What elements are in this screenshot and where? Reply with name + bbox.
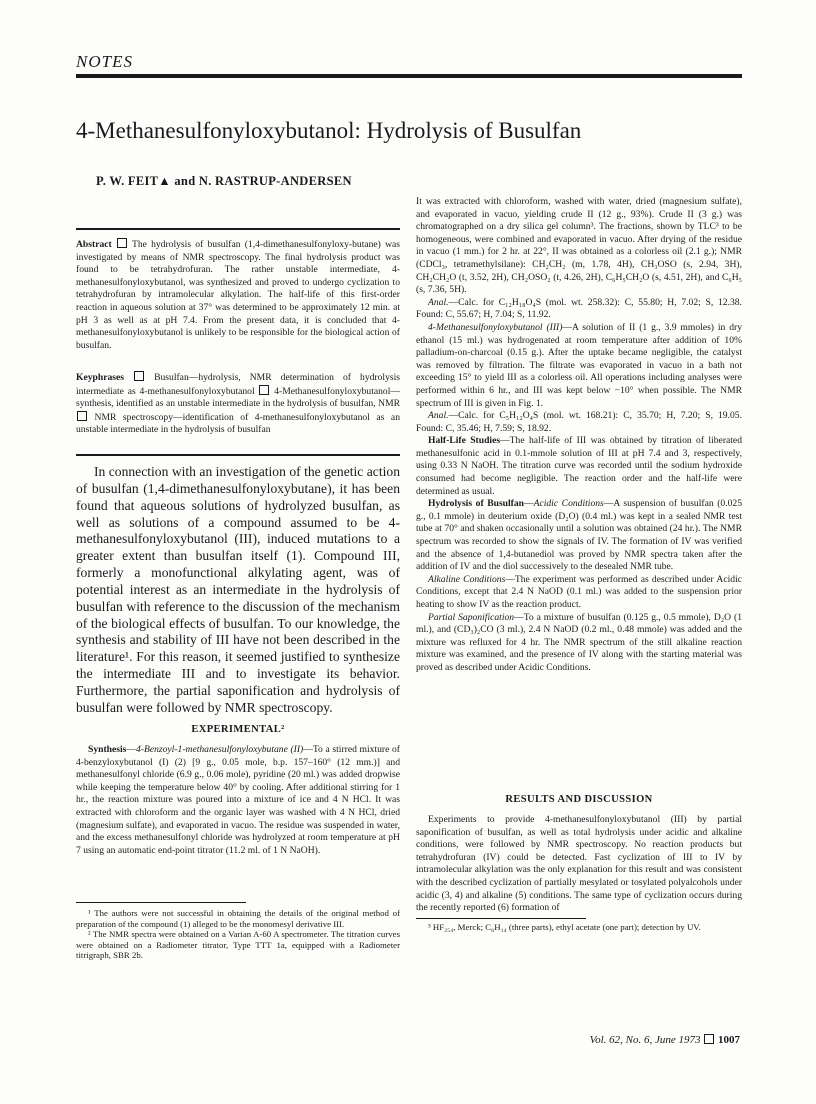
synthesis-text: —To a stirred mixture of 4-benzyloxybutanol (I) (2) [9 g., 0.05 mole, b.p. 157–160° (12 mm.)] and methanesulfonyl chloride (6.9 g., 0.06 mole), pyridine (20 ml.) was added dropwise while keeping the temperature below 40° by cooling. After additional stirring for 1 hr., the reaction mixture was poured into a mixture of ice and 4 N HCl. It was extracted with chloroform and the organic layer was washed with 4 N HCl, dried (magnesium sulfate), and evaporated in vacuo. The residue was suspended in water, and the excess methanesulfonyl chloride was hydrolyzed at room temperature at pH 7 using an automatic end-point titrator (11.2 ml. of 1 N NaOH). [76, 744, 401, 856]
right-p1: It was extracted with chloroform, washed with water, dried (magnesium sulfate), and evaporated in vacuo, yielding crude II (12 g., 93%). Crude II (3 g.) was chromatographed on a dry silica gel column³. The fractions, shown by TLC³ to be homogeneous, were combined and evaporated in vacuo. After drying of the residue in vacuo (1 mm.) for 2 hr. at 22°, II was obtained as a colorless oil (2.1 g.); NMR (CDCl₃, tetramethylsilane): CH₂CH₂ (m, 1.78, 4H), CH₃OSO (s, 2.94, 3H), CH₂CH₂O (t, 3.52, 2H), CH₂OSO₂ (t, 4.26, 2H), C₆H₅CH₂O (s, 4.51, 2H), and C₆H₅ (s, 7.36, 5H). [416, 196, 742, 296]
box-icon [77, 411, 87, 421]
hydrolysis-text: —A suspension of busulfan (0.025 g., 0.1 mmole) in deuterium oxide (D₂O) (0.4 ml.) was kept in a sealed NMR test tube at 70° and shaken occasionally until a solution was obtained (24 hr.). The NMR spectrum was recorded to show the signals of IV. The formation of IV was verified and the absence of 1,4-butanediol was proved by NMR spectra taken after the addition of IV and the diol successively to the desealed NMR tube. [416, 498, 742, 573]
journal-reference [590, 1034, 740, 1046]
synthesis-title: 4-Benzoyl-1-methanesulfonyloxybutane (II) [135, 744, 304, 755]
hydrolysis-label: Hydrolysis of Busulfan [428, 498, 524, 510]
anal-label: Anal. [428, 410, 449, 422]
footnote: ¹ The authors were not successful in obtaining the details of the original method of preparation of the compound (1) alleged to be the monomesyl derivative III. [76, 908, 400, 929]
partial-label: Partial Saponification [428, 611, 515, 623]
section-label: NOTES [76, 52, 133, 71]
header-rule [76, 74, 742, 78]
box-icon [134, 371, 144, 381]
anal-text: —Calc. for C₁₂H₁₈O₄S (mol. wt. 258.32): C, 55.80; H, 7.02; S, 12.38. Found: C, 55.67; H, 7.04; S, 11.92. [416, 296, 742, 321]
footnote-right [416, 922, 742, 933]
footnote-rule [76, 902, 246, 903]
anal-text: —Calc. for C₅H₁₂O₄S (mol. wt. 168.21): C, 35.70; H, 7.20; S, 19.05. Found: C, 35.46; H, 7.59; S, 18.92. [416, 410, 742, 434]
abstract-top-rule [76, 228, 400, 230]
article-title: 4-Methanesulfonyloxybutanol: Hydrolysis of Busulfan [76, 118, 582, 143]
alkaline-label: Alkaline Conditions [428, 573, 506, 585]
partial-text: —To a mixture of busulfan (0.125 g., 0.5 mmole), D₂O (1 ml.), and (CD₃)₂CO (3 ml.), 2.4 N NaOD (0.2 ml., 0.48 mmole) was added and the mixture was refluxed for 4 hr. The NMR spectrum of the still alkaline reaction mixture was examined, and the presence of IV along with the starting material was proved as described under Acidic Conditions. [416, 611, 742, 673]
compound-title: 4-Methanesulfonyloxybutanol (III) [428, 321, 563, 333]
intro-text: In connection with an investigation of the genetic action of busulfan (1,4-dimethanesulfonyloxybutane), it has been found that aqueous solutions of hydrolyzed busulfan, as well as solutions of a compound assumed to be 4-methanesulfonyloxybutanol (III), induced mutations to a greater extent than busulfan itself (1). Compound III, formerly a monofunctional alkylating agent, was of potential interest as an intermediate in the hydrolysis of busulfan with reference to the discussion of the mechanism of the biological effects of busulfan. To our knowledge, the synthesis and stability of III have not been described in the literature¹. For this reason, it seemed justified to synthesize the intermediate III and to investigate its behavior. Furthermore, the partial saponification and hydrolysis of busulfan were followed by NMR spectroscopy. [76, 464, 400, 715]
footnote: ³ HF₂₅₄, Merck; C₆H₁₄ (three parts), ethyl acetate (one part); detection by UV. [428, 922, 701, 932]
footnotes-left [76, 908, 400, 961]
compound-text: —A solution of II (1 g., 3.9 mmoles) in dry ethanol (15 ml.) was hydrogenated at room temperature after addition of 10% palladium-on-charcoal (0.15 g.). After the uptake became negligible, the catalyst was removed by filtration. The filtrate was evaporated in vacuo in a bath not exceeding 15° to yield III as a colorless oil. All operations including analyses were performed within 6 hr., and III was kept below −10° when possible. The NMR spectrum of III is given in Fig. 1. [416, 321, 743, 409]
half-life-label: Half-Life Studies [428, 435, 501, 447]
synthesis-paragraph: Synthesis—4-Benzoyl-1-methanesulfonyloxybutane (II)—To a stirred mixture of 4-benzyloxybutanol (I) (2) [9 g., 0.05 mole, b.p. 157–160° (12 mm.)] and methanesulfonyl chloride (6.9 g., 0.06 mole), pyridine (20 ml.) was added dropwise while keeping the temperature below 40° by cooling. After additional stirring for 1 hr., the reaction mixture was poured into a mixture of ice and 4 N HCl. It was extracted with chloroform and the organic layer was washed with 4 N HCl, dried (magnesium sulfate), and evaporated in vacuo. The residue was suspended in water, and the excess methanesulfonyl chloride was hydrolyzed at room temperature at pH 7 using an automatic end-point titrator (11.2 ml. of 1 N NaOH). [76, 744, 401, 856]
box-icon [259, 385, 269, 395]
right-column: It was extracted with chloroform, washed with water, dried (magnesium sulfate), and evaporated in vacuo, yielding crude II (12 g., 93%). Crude II (3 g.) was chromatographed on a dry silica gel column³. The fractions, shown by TLC³ to be homogeneous, were combined and evaporated in vacuo. After drying of the residue in vacuo (1 mm.) for 2 hr. at 22°, II was obtained as a colorless oil (2.1 g.); NMR (CDCl₃, tetramethylsilane): CH₂CH₂ (m, 1.78, 4H), CH₃OSO (s, 2.94, 3H), CH₂CH₂O (t, 3.52, 2H), CH₂OSO₂ (t, 4.26, 2H), C₆H₅CH₂O (s, 4.51, 2H), and C₆H₅ (s, 7.36, 5H). Anal.—Calc. for C₁₂H₁₈O₄S (mol. wt. 258.32): C, 55.80; H, 7.02; S, 12.38. Found: C, 55.67; H, 7.04; S, 11.92. 4-Methanesulfonyloxybutanol (III)—A solution of II (1 g., 3.9 mmoles) in dry ethanol (15 ml.) was hydrogenated at room temperature after addition of 10% palladium-on-charcoal (0.15 g.). After the uptake became negligible, the catalyst was removed by filtration. The filtrate was evaporated in vacuo in a bath not exceeding 15° to yield III as a colorless oil. All operations including analyses were performed within 6 hr., and III was kept below −10° when possible. The NMR spectrum of III is given in Fig. 1. Anal.—Calc. for C₅H₁₂O₄S (mol. wt. 168.21): C, 35.70; H, 7.20; S, 19.05. Found: C, 35.46; H, 7.59; S, 18.92. Half-Life Studies—The half-life of III was obtained by titration of liberated methanesulfonic acid in 0.1-mmole solution of III at pH 7.4 and 3, respectively, using 0.33 N NaOH. The titration curve was recorded until the sodium hydroxide consumed had become negligible. The reaction order and the half-life were determined as usual. Hydrolysis of Busulfan—Acidic Conditions—A suspension of busulfan (0.025 g., 0.1 mmole) in deuterium oxide (D₂O) (0.4 ml.) was kept in a sealed NMR test tube at 70° and shaken occasionally until a solution was obtained (24 hr.). The NMR spectrum was recorded to show the signals of IV. The formation of IV was verified and the absence of 1,4-butanediol was proved by NMR spectra taken after the addition of IV and the diol successively to the desealed NMR tube. Alkaline Conditions—The experiment was performed as described under Acidic Conditions, except that 2.4 N NaOD (0.1 ml.) was added to the suspension prior heating to show IV as the reaction product. Partial Saponification—To a mixture of busulfan (0.125 g., 0.5 mmole), D₂O (1 ml.), and (CD₃)₂CO (3 ml.), 2.4 N NaOD (0.2 ml., 0.48 mmole) was added and the mixture was refluxed for 4 hr. The NMR spectrum of the still alkaline reaction mixture was examined, and the presence of IV along with the starting material was proved as described under Acidic Conditions. [416, 196, 743, 673]
abstract [76, 238, 400, 352]
journal-issue: Vol. 62, No. 6, June 1973 [589, 1034, 701, 1046]
intro-paragraph [76, 464, 400, 717]
keyphrases-label: Keyphrases [76, 372, 124, 383]
results-text: Experiments to provide 4-methanesulfonyloxybutanol (III) by partial saponification of busulfan, as well as total hydrolysis under acidic and alkaline conditions, were followed by NMR spectroscopy. No reaction products but tetrahydrofuran (IV) could be detected. Fast cyclization of III to IV by intramolecular alkylation was the only explanation for this result and was consistent with the described cyclization of partially mesylated or tosylated polyalcohols under acidic (3, 4) and alkaline (5) conditions. The same type of cyclization occurs during the recently reported (6) formation of [416, 814, 742, 914]
footnote: ² The NMR spectra were obtained on a Varian A-60 A spectrometer. The titration curves were obtained on a Radiometer titrator, Type TTT 1a, equipped with a Radiometer titrigraph, SBR 2b. [76, 929, 400, 961]
alkaline-text: —The experiment was performed as described under Acidic Conditions, except that 2.4 N NaOD (0.1 ml.) was added to the suspension prior heating to show IV as the reaction product. [416, 573, 742, 610]
authors: P. W. FEIT▲ and N. RASTRUP-ANDERSEN [96, 174, 352, 188]
experimental-heading: EXPERIMENTAL² [191, 724, 285, 735]
keyphrase-item: Busulfan—hydrolysis, NMR determination of hydrolysis intermediate as 4-methanesulfonyloxybutanol [76, 372, 401, 397]
anal-label: Anal. [428, 296, 449, 308]
keyphrase-item: 4-Methanesulfonyloxybutanol—synthesis, identified as an unstable intermediate in the hydrolysis of busulfan, NMR [76, 385, 400, 410]
box-icon [704, 1034, 714, 1044]
keyphrase-item: NMR spectroscopy—identification of 4-methanesulfonyloxybutanol as an unstable intermediate in the hydrolysis of busulfan [76, 411, 400, 436]
abstract-label: Abstract [76, 239, 112, 250]
keyphrases [76, 371, 400, 437]
results-heading: RESULTS AND DISCUSSION [505, 794, 653, 805]
half-life-text: —The half-life of III was obtained by titration of liberated methanesulfonic acid in 0.1-mmole solution of III at pH 7.4 and 3, respectively, using 0.33 N NaOH. The titration curve was recorded until the sodium hydroxide consumed had become negligible. The reaction order and the half-life were determined as usual. [416, 435, 742, 497]
results-paragraph [416, 814, 742, 915]
footnote-rule [416, 918, 586, 919]
abstract-bottom-rule [76, 454, 400, 456]
acidic-label: Acidic Conditions [533, 498, 604, 510]
page-number: 1007 [718, 1034, 740, 1046]
box-icon [117, 238, 127, 248]
abstract-text: The hydrolysis of busulfan (1,4-dimethanesulfonyloxy-butane) was investigated by means of NMR spectroscopy. The final hydrolysis product was found to be tetrahydrofuran. The rather unstable intermediate, 4-methanesulfonyloxybutanol, was synthesized and proved to undergo cyclization to tetrahydrofuran by intramolecular alkylation. The half-life of this first-order reaction in aqueous solution at 37° was determined to be approximately 12 min. at pH 3 as well as at pH 7.4. From the present data, it is concluded that 4-methanesulfonyloxybutanol is unlikely to be responsible for the biological action of busulfan. [76, 239, 400, 351]
synthesis-label: Synthesis [88, 744, 127, 755]
